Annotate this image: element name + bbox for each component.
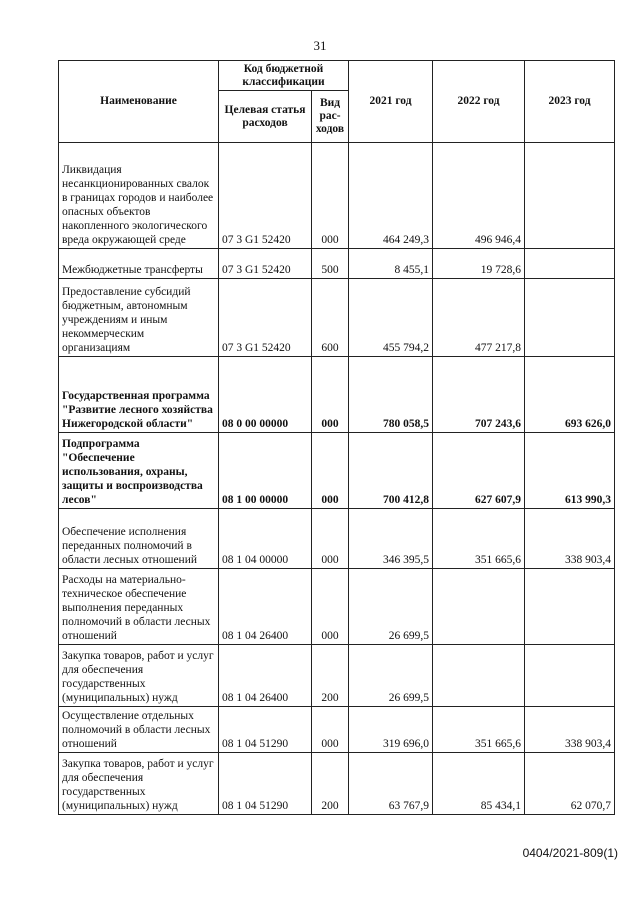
row-value-2023 [525, 279, 615, 357]
table-row [59, 569, 615, 645]
budget-table [58, 60, 615, 815]
row-value-2022: 351 665,6 [433, 707, 525, 753]
row-value-2021: 464 249,3 [349, 143, 433, 249]
row-value-2023 [525, 143, 615, 249]
row-expense-type: 000 [312, 433, 349, 509]
row-value-2022: 477 217,8 [433, 279, 525, 357]
row-value-2023: 693 626,0 [525, 357, 615, 433]
row-value-2021: 26 699,5 [349, 645, 433, 707]
table-row [59, 357, 615, 433]
row-target-code: 08 1 04 26400 [219, 645, 312, 707]
row-expense-type: 000 [312, 707, 349, 753]
row-name: Закупка товаров, работ и услуг для обеспечения государственных (муниципальных) нужд [59, 645, 219, 707]
row-value-2023 [525, 569, 615, 645]
document-code: 0404/2021-809(1) [522, 846, 618, 860]
row-value-2022: 627 607,9 [433, 433, 525, 509]
table-row [59, 707, 615, 753]
row-value-2022: 496 946,4 [433, 143, 525, 249]
row-value-2022 [433, 645, 525, 707]
table-row [59, 433, 615, 509]
table-row [59, 645, 615, 707]
row-value-2021: 26 699,5 [349, 569, 433, 645]
header-target-article: Целевая статья расходов [219, 91, 312, 143]
row-value-2021: 319 696,0 [349, 707, 433, 753]
row-expense-type: 200 [312, 753, 349, 815]
row-value-2022: 85 434,1 [433, 753, 525, 815]
row-value-2021: 700 412,8 [349, 433, 433, 509]
row-expense-type: 500 [312, 249, 349, 279]
row-name: Межбюджетные трансферты [59, 249, 219, 279]
row-target-code: 08 1 04 51290 [219, 707, 312, 753]
row-value-2022 [433, 569, 525, 645]
row-name: Предоставление субсидий бюджетным, автономным учреждениям и иным некоммерческим организациям [59, 279, 219, 357]
row-target-code: 08 1 00 00000 [219, 433, 312, 509]
row-name: Закупка товаров, работ и услуг для обеспечения государственных (муниципальных) нужд [59, 753, 219, 815]
row-value-2023 [525, 249, 615, 279]
table-row [59, 143, 615, 249]
header-name: Наименование [59, 61, 219, 143]
row-value-2021: 63 767,9 [349, 753, 433, 815]
row-name: Государственная программа "Развитие лесного хозяйства Нижегородской области" [59, 357, 219, 433]
row-target-code: 08 1 04 51290 [219, 753, 312, 815]
row-expense-type: 000 [312, 357, 349, 433]
row-name: Ликвидация несанкционированных свалок в границах городов и наиболее опасных объектов накопленного экологического вреда окружающей среде [59, 143, 219, 249]
row-value-2022: 707 243,6 [433, 357, 525, 433]
row-target-code: 08 1 04 00000 [219, 509, 312, 569]
row-value-2021: 8 455,1 [349, 249, 433, 279]
row-value-2023: 338 903,4 [525, 707, 615, 753]
header-year-2023: 2023 год [525, 61, 615, 143]
header-year-2022: 2022 год [433, 61, 525, 143]
header-year-2021: 2021 год [349, 61, 433, 143]
table-row [59, 249, 615, 279]
row-target-code: 08 1 04 26400 [219, 569, 312, 645]
table-row [59, 509, 615, 569]
row-expense-type: 000 [312, 509, 349, 569]
row-name: Осуществление отдельных полномочий в области лесных отношений [59, 707, 219, 753]
table-row [59, 279, 615, 357]
row-name: Подпрограмма "Обеспечение использования, охраны, защиты и воспроизводства лесов" [59, 433, 219, 509]
row-name: Обеспечение исполнения переданных полномочий в области лесных отношений [59, 509, 219, 569]
row-expense-type: 200 [312, 645, 349, 707]
row-name: Расходы на материально-техническое обеспечение выполнения переданных полномочий в области лесных отношений [59, 569, 219, 645]
row-expense-type: 000 [312, 569, 349, 645]
row-value-2021: 455 794,2 [349, 279, 433, 357]
table-row [59, 753, 615, 815]
row-expense-type: 000 [312, 143, 349, 249]
row-expense-type: 600 [312, 279, 349, 357]
row-value-2022: 19 728,6 [433, 249, 525, 279]
row-value-2023: 613 990,3 [525, 433, 615, 509]
row-target-code: 07 3 G1 52420 [219, 279, 312, 357]
row-value-2023 [525, 645, 615, 707]
row-target-code: 07 3 G1 52420 [219, 249, 312, 279]
row-value-2021: 780 058,5 [349, 357, 433, 433]
row-value-2023: 338 903,4 [525, 509, 615, 569]
row-value-2022: 351 665,6 [433, 509, 525, 569]
header-expense-type: Вид рас- ходов [312, 91, 349, 143]
page-number: 31 [313, 38, 327, 53]
header-code-group: Код бюджетной классификации [219, 61, 349, 91]
row-value-2023: 62 070,7 [525, 753, 615, 815]
row-value-2021: 346 395,5 [349, 509, 433, 569]
row-target-code: 08 0 00 00000 [219, 357, 312, 433]
row-target-code: 07 3 G1 52420 [219, 143, 312, 249]
